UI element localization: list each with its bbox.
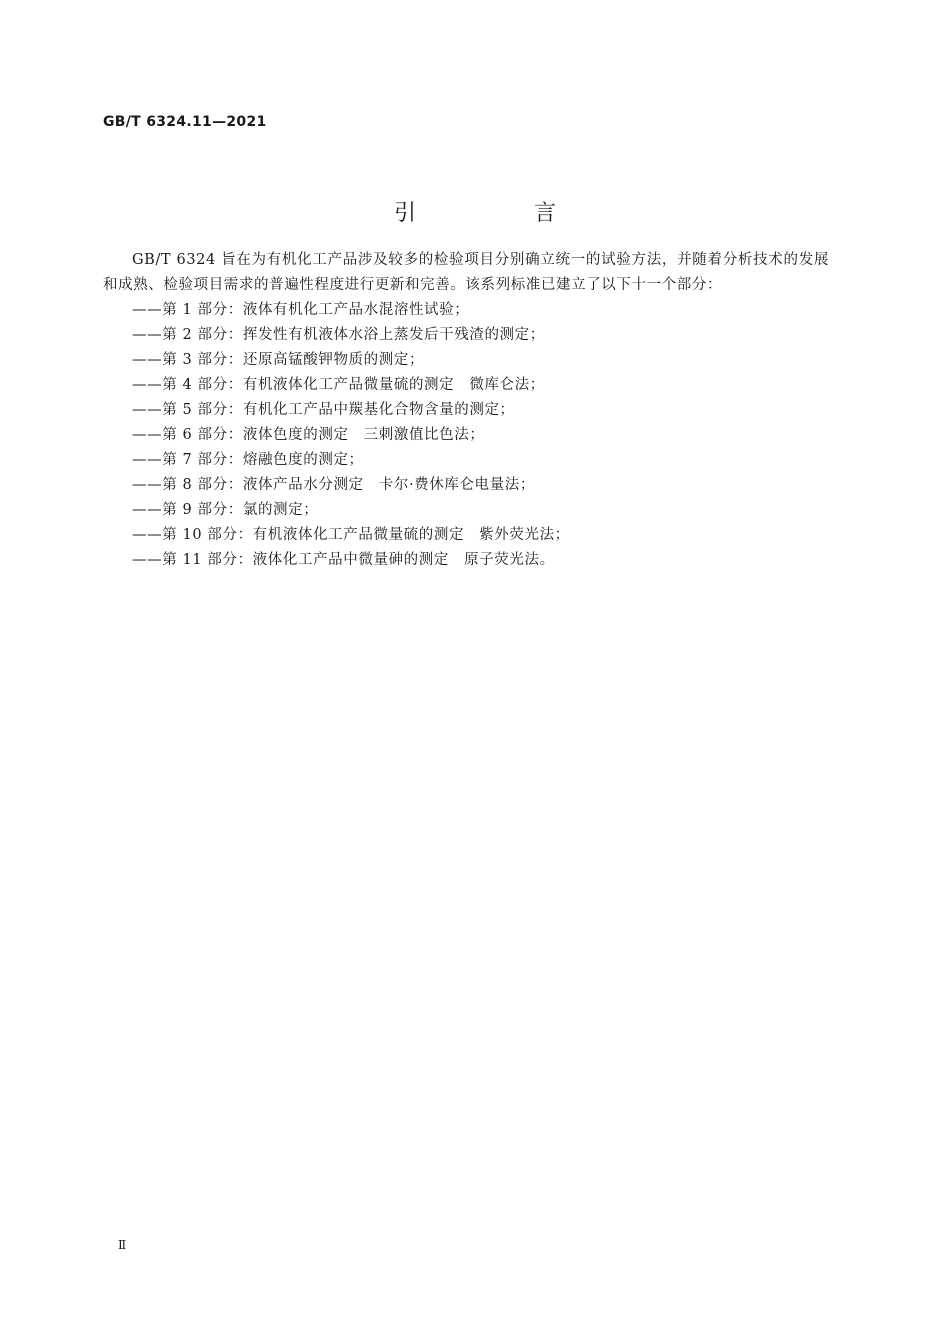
document-body [103, 248, 829, 573]
list-item: ——第 3 部分：还原高锰酸钾物质的测定； [132, 352, 425, 368]
document-code: GB/T 6324.11—2021 [103, 114, 267, 130]
list-item: ——第 2 部分：挥发性有机液体水浴上蒸发后干残渣的测定； [132, 327, 545, 343]
list-item: ——第 5 部分：有机化工产品中羰基化合物含量的测定； [132, 402, 515, 418]
section-heading: 引 言 [393, 201, 604, 226]
intro-paragraph: GB/T 6324 旨在为有机化工产品涉及较多的检验项目分别确立统一的试验方法，并随着分析技术的发展和成熟、检验项目需求的普遍性程度进行更新和完善。该系列标准已建立了以下十一个部分： [103, 252, 829, 293]
list-item: ——第 10 部分：有机液体化工产品微量硫的测定 紫外荧光法； [132, 527, 570, 543]
list-item: ——第 11 部分：液体化工产品中微量砷的测定 原子荧光法。 [132, 552, 555, 568]
list-item: ——第 1 部分：液体有机化工产品水混溶性试验； [132, 302, 470, 318]
list-item: ——第 9 部分：氯的测定； [132, 502, 319, 518]
list-item: ——第 7 部分：熔融色度的测定； [132, 452, 364, 468]
list-item: ——第 4 部分：有机液体化工产品微量硫的测定 微库仑法； [132, 377, 545, 393]
page-number: Ⅱ [118, 1238, 127, 1252]
list-item: ——第 6 部分：液体色度的测定 三刺激值比色法； [132, 427, 485, 443]
parts-list [103, 298, 829, 573]
list-item: ——第 8 部分：液体产品水分测定 卡尔·费休库仑电量法； [132, 477, 535, 493]
